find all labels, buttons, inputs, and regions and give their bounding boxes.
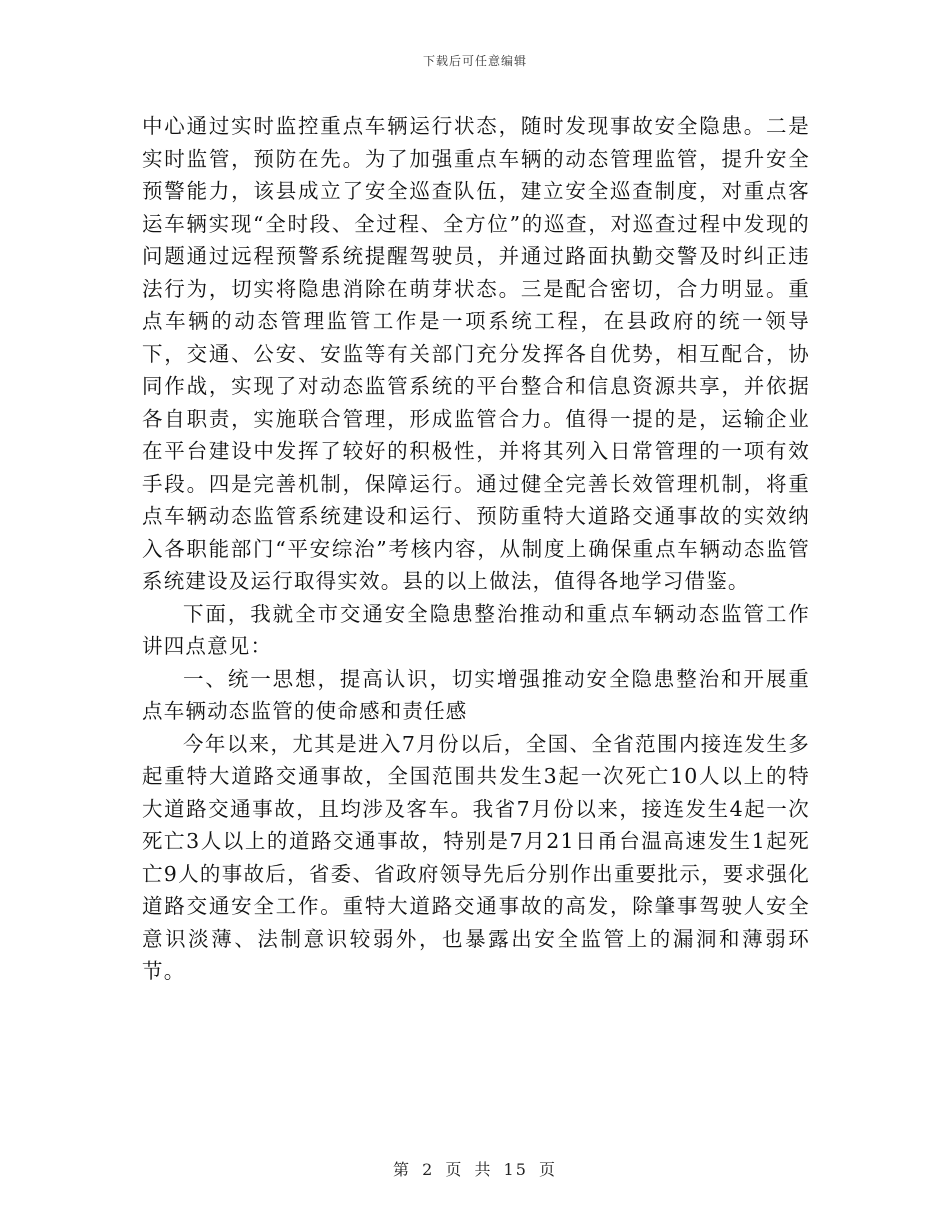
page-header: 下载后可任意编辑 [422,54,527,68]
page-number-footer: 第 2 页 共 15 页 [393,1160,557,1179]
paragraph-4: 今年以来，尤其是进入7月份以后，全国、全省范围内接连发生多起重特大道路交通事故，全国范围共发生3起一次死亡10人以上的特大道路交通事故，且均涉及客车。我省7月份以来，接连发生4起一次死亡3人以上的道路交通事故，特别是7月21日甬台温高速发生1起死亡9人的事故后，省委、省政府领导先后分别作出重要批示，要求强化道路交通安全工作。重特大道路交通事故的高发，除肇事驾驶人安全意识淡薄、法制意识较弱外，也暴露出安全监管上的漏洞和薄弱环节。 [142,731,810,983]
document-body [142,110,810,988]
paragraph-2: 下面，我就全市交通安全隐患整治推动和重点车辆动态监管工作讲四点意见： [142,601,810,658]
paragraph-1: 中心通过实时监控重点车辆运行状态，随时发现事故安全隐患。二是实时监管，预防在先。为了加强重点车辆的动态管理监管，提升安全预警能力，该县成立了安全巡查队伍，建立安全巡查制度，对重点客运车辆实现“全时段、全过程、全方位”的巡查，对巡查过程中发现的问题通过远程预警系统提醒驾驶员，并通过路面执勤交警及时纠正违法行为，切实将隐患消除在萌芽状态。三是配合密切，合力明显。重点车辆的动态管理监管工作是一项系统工程，在县政府的统一领导下，交通、公安、安监等有关部门充分发挥各自优势，相互配合，协同作战，实现了对动态监管系统的平台整合和信息资源共享，并依据各自职责，实施联合管理，形成监管合力。值得一提的是，运输企业在平台建设中发挥了较好的积极性，并将其列入日常管理的一项有效手段。四是完善机制，保障运行。通过健全完善长效管理机制，将重点车辆动态监管系统建设和运行、预防重特大道路交通事故的实效纳入各职能部门“平安综治”考核内容，从制度上确保重点车辆动态监管系统建设及运行取得实效。县的以上做法，值得各地学习借鉴。 [142,114,810,593]
paragraph-3-heading: 一、统一思想，提高认识，切实增强推动安全隐患整治和开展重点车辆动态监管的使命感和责任感 [142,666,810,723]
